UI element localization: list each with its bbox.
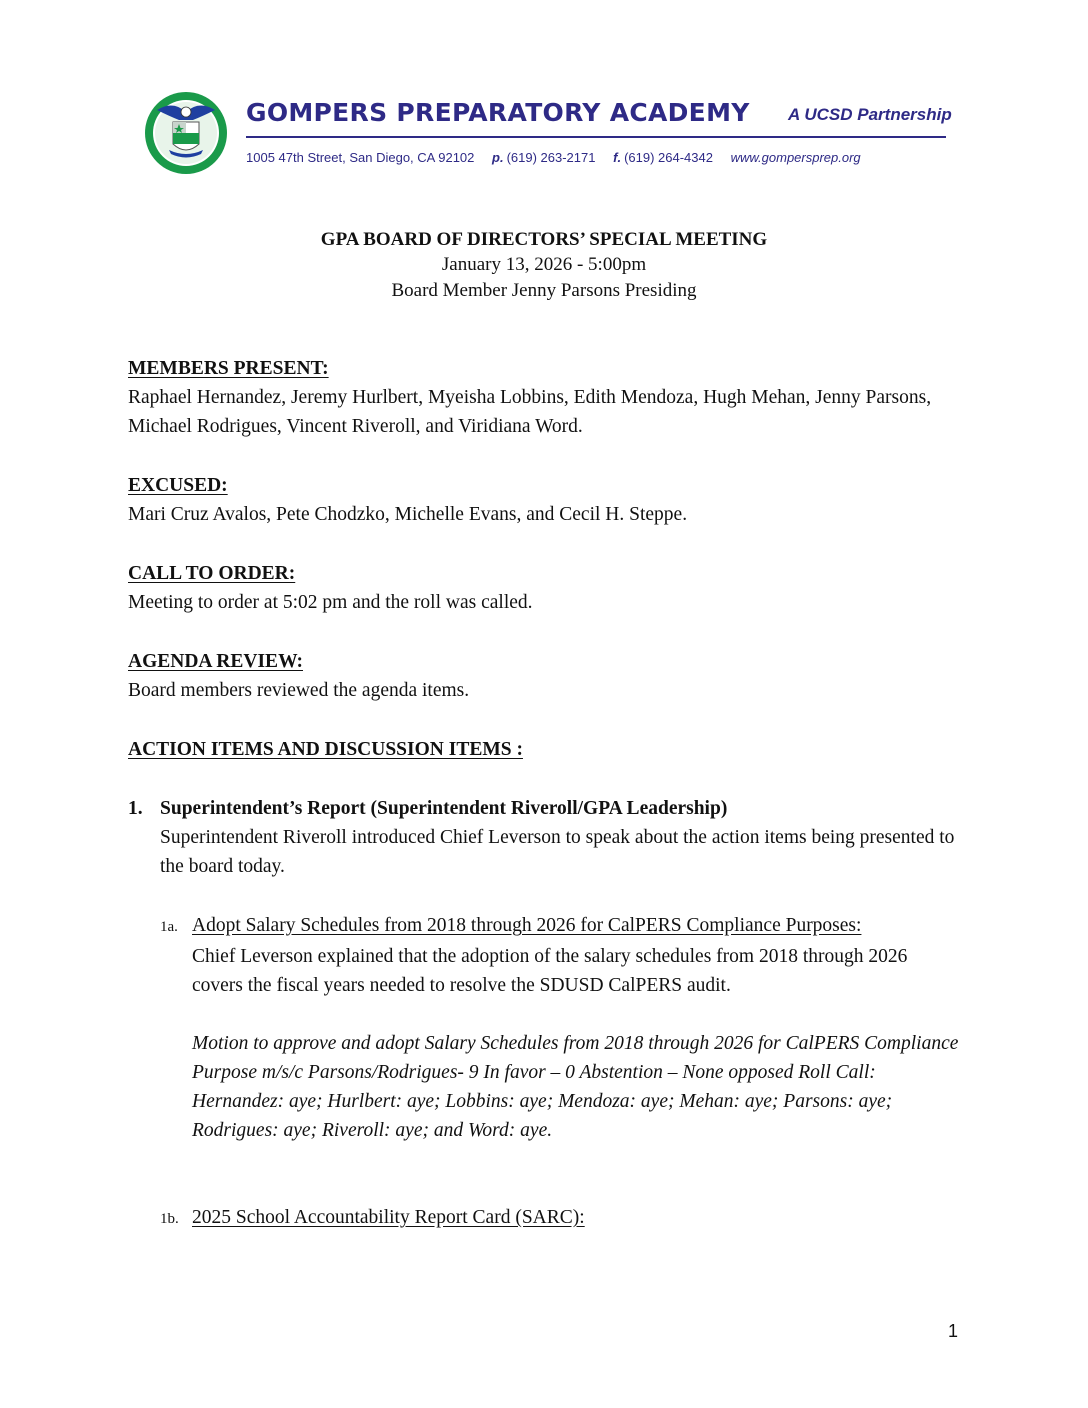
motion-text: Motion to approve and adopt Salary Schedules from 2018 through 2026 for CalPERS Compliance Purpose m/s/c Parsons/Rodrigues- 9 In favor – 0 Abstention – None opposed Roll Call: Hernandez: aye; Hurlbert: aye; Lobbins: aye; Mendoza: aye; Mehan: aye; Parsons: aye; Rodrigues: aye; Riveroll: aye; and Word: aye. <box>192 1033 959 1141</box>
subitem-description: Chief Leverson explained that the adoption of the salary schedules from 2018 through 2026 covers the fiscal years needed to resolve the SDUSD CalPERS audit. <box>192 946 908 996</box>
phone-label: p. <box>492 150 504 165</box>
subitem-number: 1b. <box>160 1211 179 1227</box>
section-members-present <box>128 354 963 441</box>
meeting-title: GPA BOARD OF DIRECTORS’ SPECIAL MEETING <box>320 229 768 250</box>
letterhead <box>143 88 953 178</box>
call-to-order-text: Meeting to order at 5:02 pm and the roll was called. <box>128 592 533 613</box>
item-title: Superintendent’s Report (Superintendent Riveroll/GPA Leadership) <box>160 798 728 819</box>
letterhead-divider <box>246 136 946 138</box>
excused-heading: EXCUSED: <box>128 475 228 496</box>
fax-label: f. <box>613 150 622 165</box>
section-call-to-order <box>128 559 963 617</box>
section-agenda-review <box>128 647 963 705</box>
subitem-number: 1a. <box>160 919 178 935</box>
agenda-subitem-1a <box>160 911 960 1145</box>
school-name: GOMPERS PREPARATORY ACADEMY <box>246 98 750 127</box>
members-present-list: Raphael Hernandez, Jeremy Hurlbert, Myeisha Lobbins, Edith Mendoza, Hugh Mehan, Jenny Parsons, Michael Rodrigues, Vincent Riveroll, and Viridiana Word. <box>128 387 932 437</box>
section-excused <box>128 471 963 529</box>
phone-number: (619) 263-2171 <box>506 150 596 165</box>
item-number: 1. <box>128 798 143 819</box>
partnership-tagline: A UCSD Partnership <box>788 105 952 124</box>
address: 1005 47th Street, San Diego, CA 92102 <box>246 150 475 165</box>
item-description: Superintendent Riveroll introduced Chief Leverson to speak about the action items being presented to the board today. <box>160 827 955 877</box>
contact-line <box>246 150 875 165</box>
agenda-subitem-1b <box>160 1203 960 1234</box>
meeting-presiding: Board Member Jenny Parsons Presiding <box>391 280 697 301</box>
page-number: 1 <box>948 1321 959 1341</box>
action-items-heading: ACTION ITEMS AND DISCUSSION ITEMS : <box>128 739 523 760</box>
fax-number: (619) 264-4342 <box>624 150 713 165</box>
agenda-item-1 <box>128 794 963 881</box>
section-action-items <box>128 735 963 764</box>
meeting-title-block <box>0 228 1088 304</box>
meeting-datetime: January 13, 2026 - 5:00pm <box>441 254 647 275</box>
subitem-title: Adopt Salary Schedules from 2018 through 2026 for CalPERS Compliance Purposes: <box>192 915 862 936</box>
members-present-heading: MEMBERS PRESENT: <box>128 358 329 379</box>
website-link[interactable]: www.gompersprep.org <box>730 150 861 165</box>
call-to-order-heading: CALL TO ORDER: <box>128 563 296 584</box>
subitem-title: 2025 School Accountability Report Card (SARC): <box>192 1207 585 1228</box>
excused-list: Mari Cruz Avalos, Pete Chodzko, Michelle Evans, and Cecil H. Steppe. <box>128 504 688 525</box>
school-seal-icon <box>143 90 229 176</box>
agenda-review-heading: AGENDA REVIEW: <box>128 651 303 672</box>
agenda-review-text: Board members reviewed the agenda items. <box>128 680 470 701</box>
